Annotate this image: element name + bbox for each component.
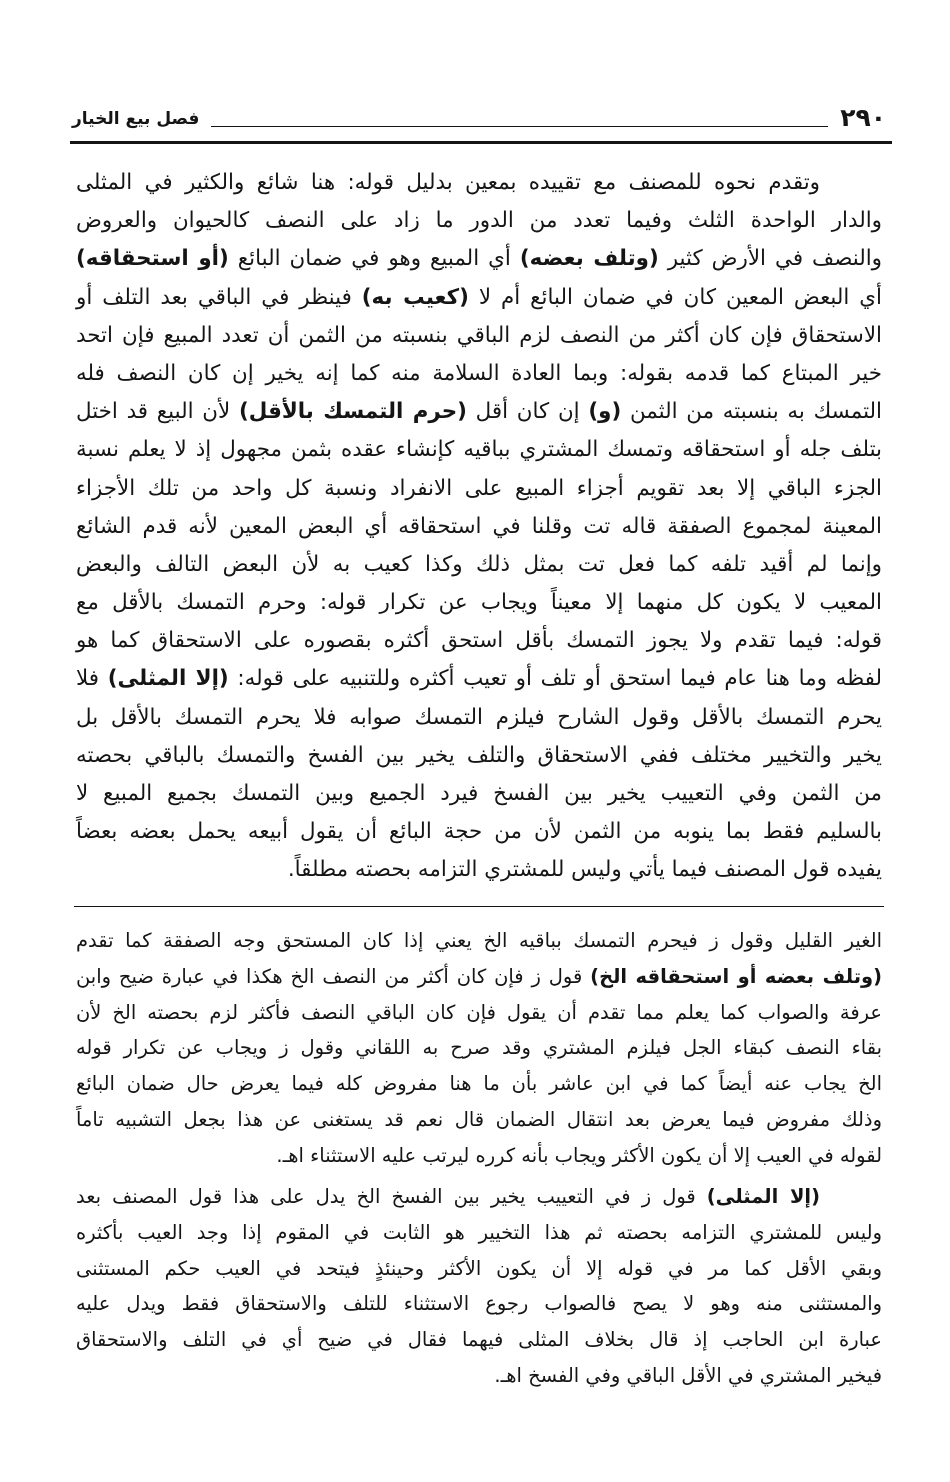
emphasized-term: (أو استحقاقه) — [76, 246, 229, 272]
footnote-line — [76, 959, 882, 995]
footnote-line — [76, 1251, 882, 1287]
text-run: التمسك به بنسبته من الثمن — [621, 399, 882, 425]
main-text-line — [76, 279, 882, 317]
main-text-line — [76, 508, 882, 546]
text-run: وبقي الأقل كما مر في قوله إلا أن يكون الأكثر وحينئذٍ فيتحد في العيب حكم المستثنى — [76, 1256, 882, 1280]
footnote-line — [76, 1179, 882, 1215]
footnote-line — [76, 1066, 882, 1102]
text-run: عرفة والصواب كما يعلم مما تقدم أن يقول فإن كان الباقي النصف فأكثر لزم بحصته الخ لأن — [76, 1000, 882, 1024]
text-run: الغير القليل وقول ز فيحرم التمسك بباقيه الخ يعني إذا كان المستحق وجه الصفقة كما تقدم — [76, 929, 882, 952]
text-run: فيخير المشتري في الأقل الباقي وفي الفسخ اهـ. — [494, 1364, 882, 1388]
text-run: الجزء الباقي إلا بعد تقويم أجزاء المبيع على الانفراد ونسبة كل واحد من تلك الأجزاء — [76, 475, 882, 501]
text-run: أي المبيع وهو في ضمان البائع — [228, 246, 520, 272]
footnote-paragraph — [76, 1179, 882, 1394]
text-run: يفيده قول المصنف فيما يأتي وليس للمشتري التزامه بحصته مطلقاً. — [287, 857, 882, 883]
text-run: قول ز في التعييب يخير بين الفسخ الخ يدل على هذا قول المصنف بعد — [76, 1185, 707, 1209]
text-run: الخ يجاب عنه أيضاً كما في ابن عاشر بأن ما هنا مفروض كله فيما يعرض حال ضمان البائع — [76, 1072, 882, 1096]
main-text-line — [76, 431, 882, 469]
text-run: يخير والتخيير مختلف ففي الاستحقاق والتلف يخير بين الفسخ والتمسك بالباقي بحصته — [76, 742, 882, 768]
footnote-line — [76, 1286, 882, 1322]
text-run: المعيب لا يكون كل منهما إلا معيناً ويجاب عن تكرار قوله: وحرم التمسك بالأقل مع — [76, 590, 882, 616]
text-run: وذلك مفروض فيما يعرض بعد انتقال الضمان قال نعم قد يستغنى عن هذا بجعل التشبيه تاماً — [76, 1107, 882, 1131]
text-run: خير المبتاع كما قدمه بقوله: وبما العادة السلامة منه كما إنه يخير إن كان النصف فله — [76, 360, 882, 386]
main-text-line — [76, 775, 882, 813]
main-text-line — [76, 546, 882, 584]
text-run: وتقدم نحوه للمصنف مع تقييده بمعين بدليل قوله: هنا شائع والكثير في المثلى — [76, 170, 820, 195]
main-text — [76, 164, 882, 890]
main-text-line — [76, 660, 882, 698]
text-run: والدار الواحدة الثلث وفيما تعدد من الدور ما زاد على النصف كالحيوان والعروض — [76, 208, 882, 234]
text-run: إن كان أقل — [466, 399, 589, 425]
text-run: لفظه وما هنا عام فيما استحق أو تلف أو تعيب أكثره وللتنبيه على قوله: — [228, 666, 882, 692]
text-run: عبارة ابن الحاجب إذ قال بخلاف المثلى فيهما فقال في ضيح أي في التلف والاستحقاق — [76, 1328, 882, 1352]
text-run: بتلف جله أو استحقاقه وتمسك المشتري بباقيه كإنشاء عقده بثمن مجهول إذ لا يعلم نسبة — [76, 437, 882, 463]
main-text-line — [76, 699, 882, 737]
footnote-line — [76, 1358, 882, 1394]
main-text-line — [76, 317, 882, 355]
page-number: ٢٩٠ — [840, 103, 886, 132]
footnote-line — [76, 1102, 882, 1138]
emphasized-term: (وتلف بعضه) — [519, 246, 659, 272]
main-text-line — [76, 622, 882, 660]
emphasized-term: (و) — [588, 399, 622, 425]
main-text-line — [76, 355, 882, 393]
text-run: من الثمن وفي التعييب يخير بين الفسخ فيرد الجميع وبين التمسك بجميع المبيع لا — [76, 781, 882, 806]
text-run: الاستحقاق فإن كان أكثر من النصف لزم الباقي بنسبته من الثمن أن تعدد المبيع فإن اتحد — [76, 322, 882, 348]
footnote-line — [76, 1138, 882, 1174]
chapter-title: فصل بيع الخيار — [72, 109, 200, 129]
main-text-line — [76, 202, 882, 240]
emphasized-term: (وتلف بعضه أو استحقاقه الخ) — [590, 964, 882, 988]
footnote-paragraph — [76, 923, 882, 1174]
main-text-line — [76, 393, 882, 431]
emphasized-term: (كعيب به) — [361, 284, 469, 310]
main-text-line — [76, 813, 882, 851]
text-run: لقوله في العيب إلا أن يكون الأكثر ويجاب بأنه كرره ليرتب عليه الاستثناء اهـ. — [276, 1143, 882, 1167]
text-run: المعينة لمجموع الصفقة قاله تت وقلنا في استحقاقه أي البعض المعين لأنه قدم الشائع — [76, 513, 882, 539]
main-paragraph — [76, 164, 882, 890]
text-run: لأن البيع قد اختل — [76, 399, 239, 425]
footnote-separator — [74, 906, 884, 907]
footnote-line — [76, 1215, 882, 1251]
main-text-line — [76, 584, 882, 622]
emphasized-term: (إلا المثلى) — [107, 666, 229, 692]
text-run: قوله: فيما تقدم ولا يجوز التمسك بأقل استحق أكثره بقصوره على الاستحقاق كما هو — [76, 628, 882, 654]
footnotes — [76, 923, 882, 1394]
header-rule — [70, 141, 892, 144]
text-run: فينظر في الباقي بعد التلف أو — [76, 284, 362, 310]
text-run: قول ز فإن كان أكثر من النصف الخ هكذا في عبارة ضيح وابن — [76, 964, 591, 988]
footnote-line — [76, 923, 882, 959]
text-run: والمستثنى منه وهو لا يصح فالصواب رجوع الاستثناء للتلف والاستحقاق فقط ويدل عليه — [76, 1292, 882, 1316]
main-text-line — [76, 470, 882, 508]
text-run: بالسليم فقط بما ينوبه من الثمن لأن من حجة البائع أن يقول أبيعه يحمل بعضه بعضاً — [76, 819, 882, 845]
main-text-line — [76, 240, 882, 278]
footnote-line — [76, 1322, 882, 1358]
text-run: وليس للمشتري التزامه بحصته ثم هذا التخيير هو الثابت في المقوم إذا وجد العيب بأكثره — [76, 1220, 882, 1244]
emphasized-term: (حرم التمسك بالأقل) — [238, 399, 467, 425]
text-run: فلا — [76, 666, 108, 692]
main-text-line — [76, 164, 882, 202]
main-text-line — [76, 851, 882, 889]
main-text-line — [76, 737, 882, 775]
running-head — [72, 100, 886, 134]
emphasized-term: (إلا المثلى) — [706, 1185, 820, 1209]
running-head-leader-line — [211, 126, 828, 127]
text-run: وإنما لم أقيد تلفه كما فعل تت بمثل ذلك وكذا كعيب به لأن البعض التالف والبعض — [76, 551, 882, 577]
text-run: يحرم التمسك بالأقل وقول الشارح فيلزم التمسك صوابه فلا يحرم التمسك بالأقل بل — [76, 704, 882, 730]
footnote-line — [76, 995, 882, 1031]
footnote-line — [76, 1030, 882, 1066]
text-run: والنصف في الأرض كثير — [658, 246, 882, 272]
text-run: بقاء النصف كبقاء الجل فيلزم المشتري وقد صرح به اللقاني وقول ز ويجاب عن تكرار قوله — [76, 1036, 882, 1060]
text-run: أي البعض المعين كان في ضمان البائع أم لا — [468, 284, 882, 310]
